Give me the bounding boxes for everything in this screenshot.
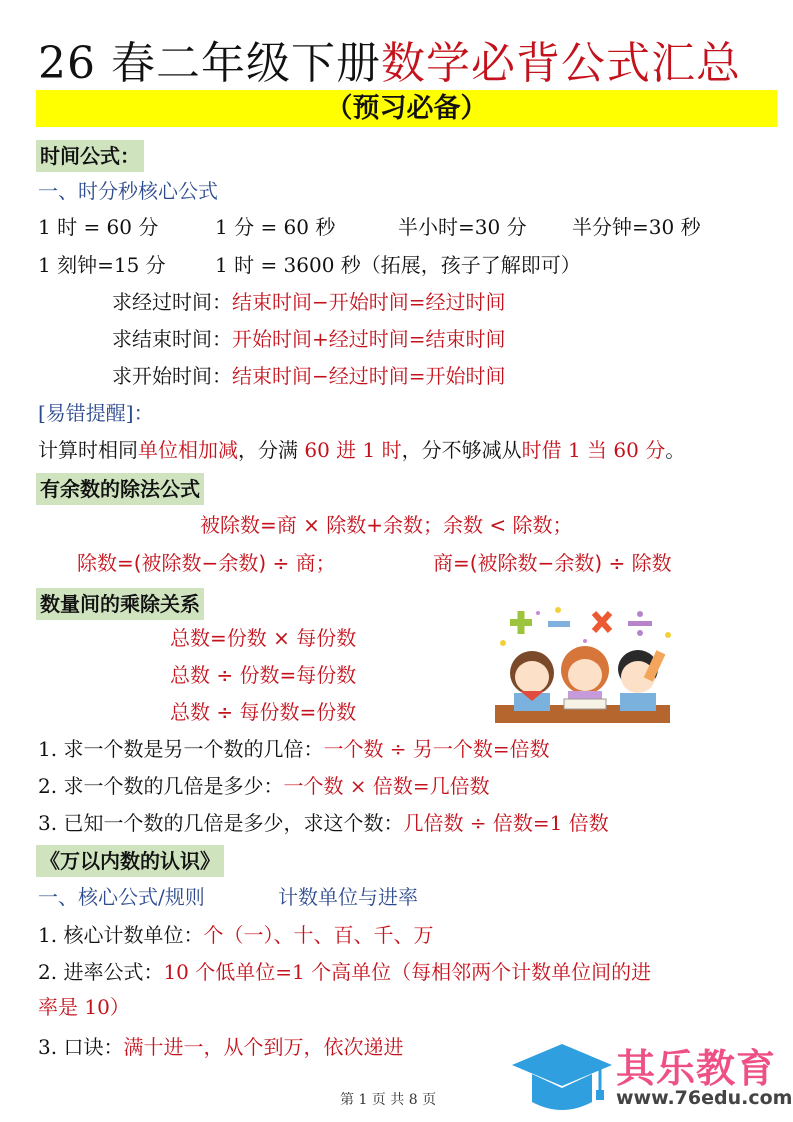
item-label: 1. 核心计数单位： — [38, 923, 204, 947]
multdiv-item — [38, 771, 490, 801]
remainder-formula: 除数=(被除数−余数) ÷ 商； — [77, 551, 336, 575]
reminder-part: ，分满 — [238, 438, 305, 462]
brand-logo[interactable] — [512, 1040, 793, 1115]
remainder-formula: 被除数=商 × 除数+余数；余数 < 除数； — [200, 513, 573, 537]
formula-row — [112, 287, 506, 317]
title-red: 数学必背公式汇总 — [380, 38, 741, 89]
time-fact: 半分钟=30 秒 — [572, 215, 701, 239]
multdiv-item — [38, 808, 609, 838]
formula-label: 求结束时间： — [112, 327, 232, 351]
multdiv-item — [38, 734, 550, 764]
graduation-cap-icon — [512, 1040, 612, 1115]
divide-icon — [628, 611, 652, 636]
item-value: 几倍数 ÷ 倍数=1 倍数 — [403, 811, 609, 835]
wan-item — [38, 1032, 403, 1062]
subheader-wan-a: 一、核心公式/规则 — [38, 885, 205, 909]
reminder-part: 。 — [665, 438, 686, 462]
relation-formula: 总数=份数 × 每份数 — [170, 626, 357, 650]
formula-value: 开始时间+经过时间=结束时间 — [232, 327, 506, 351]
reminder-part: 计算时相同 — [38, 438, 138, 462]
formula-row — [112, 324, 506, 354]
item-value: 个（一）、十、百、千、万 — [203, 923, 434, 947]
time-fact: 1 时 = 60 分 — [38, 215, 159, 239]
wan-item — [38, 920, 433, 950]
page-title — [38, 38, 741, 90]
item-value: 一个数 ÷ 另一个数=倍数 — [323, 737, 550, 761]
item-label: 1. 求一个数是另一个数的几倍： — [38, 737, 324, 761]
reminder-highlight: 时借 1 当 60 分 — [521, 438, 666, 462]
time-fact: 半小时=30 分 — [398, 215, 527, 239]
section-header-remainder: 有余数的除法公式 — [36, 473, 204, 505]
item-value: 一个数 × 倍数=几倍数 — [283, 774, 490, 798]
brand-url: www.76edu.com — [616, 1087, 793, 1109]
subheader-wan-b: 计数单位与进率 — [278, 885, 418, 909]
wan-item-continuation: 率是 10） — [38, 995, 130, 1019]
section-header-wan: 《万以内数的认识》 — [36, 845, 224, 877]
item-label: 2. 求一个数的几倍是多少： — [38, 774, 284, 798]
formula-value: 结束时间−开始时间=经过时间 — [232, 290, 506, 314]
remainder-formula: 商=(被除数−余数) ÷ 除数 — [433, 551, 672, 575]
title-black: 26 春二年级下册 — [38, 38, 381, 89]
children-math-illustration — [490, 605, 675, 725]
child-right — [618, 650, 665, 711]
subtitle-banner: （预习必备） — [36, 90, 777, 127]
formula-label: 求开始时间： — [112, 364, 232, 388]
reminder-text — [38, 435, 685, 465]
item-label: 3. 口诀： — [38, 1035, 124, 1059]
subheader-time-core: 一、时分秒核心公式 — [38, 179, 218, 203]
item-value: 满十进一，从个到万，依次递进 — [123, 1035, 404, 1059]
formula-row — [112, 361, 506, 391]
plus-icon — [510, 611, 532, 634]
time-fact: 1 分 = 60 秒 — [215, 215, 336, 239]
child-middle — [561, 646, 609, 709]
formula-value: 结束时间−经过时间=开始时间 — [232, 364, 506, 388]
item-value: 10 个低单位=1 个高单位（每相邻两个计数单位间的进 — [163, 960, 652, 984]
time-fact: 1 刻钟=15 分 — [38, 253, 166, 277]
minus-icon — [548, 621, 570, 627]
wan-item — [38, 957, 651, 987]
reminder-part: ，分不够减从 — [401, 438, 522, 462]
relation-formula: 总数 ÷ 每份数=份数 — [170, 700, 357, 724]
reminder-highlight: 60 进 1 时 — [304, 438, 402, 462]
time-fact: 1 时 = 3600 秒（拓展，孩子了解即可） — [215, 253, 581, 277]
section-header-time: 时间公式： — [36, 140, 144, 172]
child-left — [510, 651, 554, 711]
item-label: 2. 进率公式： — [38, 960, 164, 984]
section-header-multdiv: 数量间的乘除关系 — [36, 588, 204, 620]
relation-formula: 总数 ÷ 份数=每份数 — [170, 663, 357, 687]
reminder-highlight: 单位相加减 — [138, 438, 238, 462]
times-icon — [594, 613, 610, 631]
reminder-label: [易错提醒]： — [38, 401, 154, 425]
page-number: 第 1 页 共 8 页 — [340, 1092, 437, 1108]
formula-label: 求经过时间： — [112, 290, 232, 314]
brand-name: 其乐教育 — [616, 1047, 777, 1092]
item-label: 3. 已知一个数的几倍是多少，求这个数： — [38, 811, 404, 835]
